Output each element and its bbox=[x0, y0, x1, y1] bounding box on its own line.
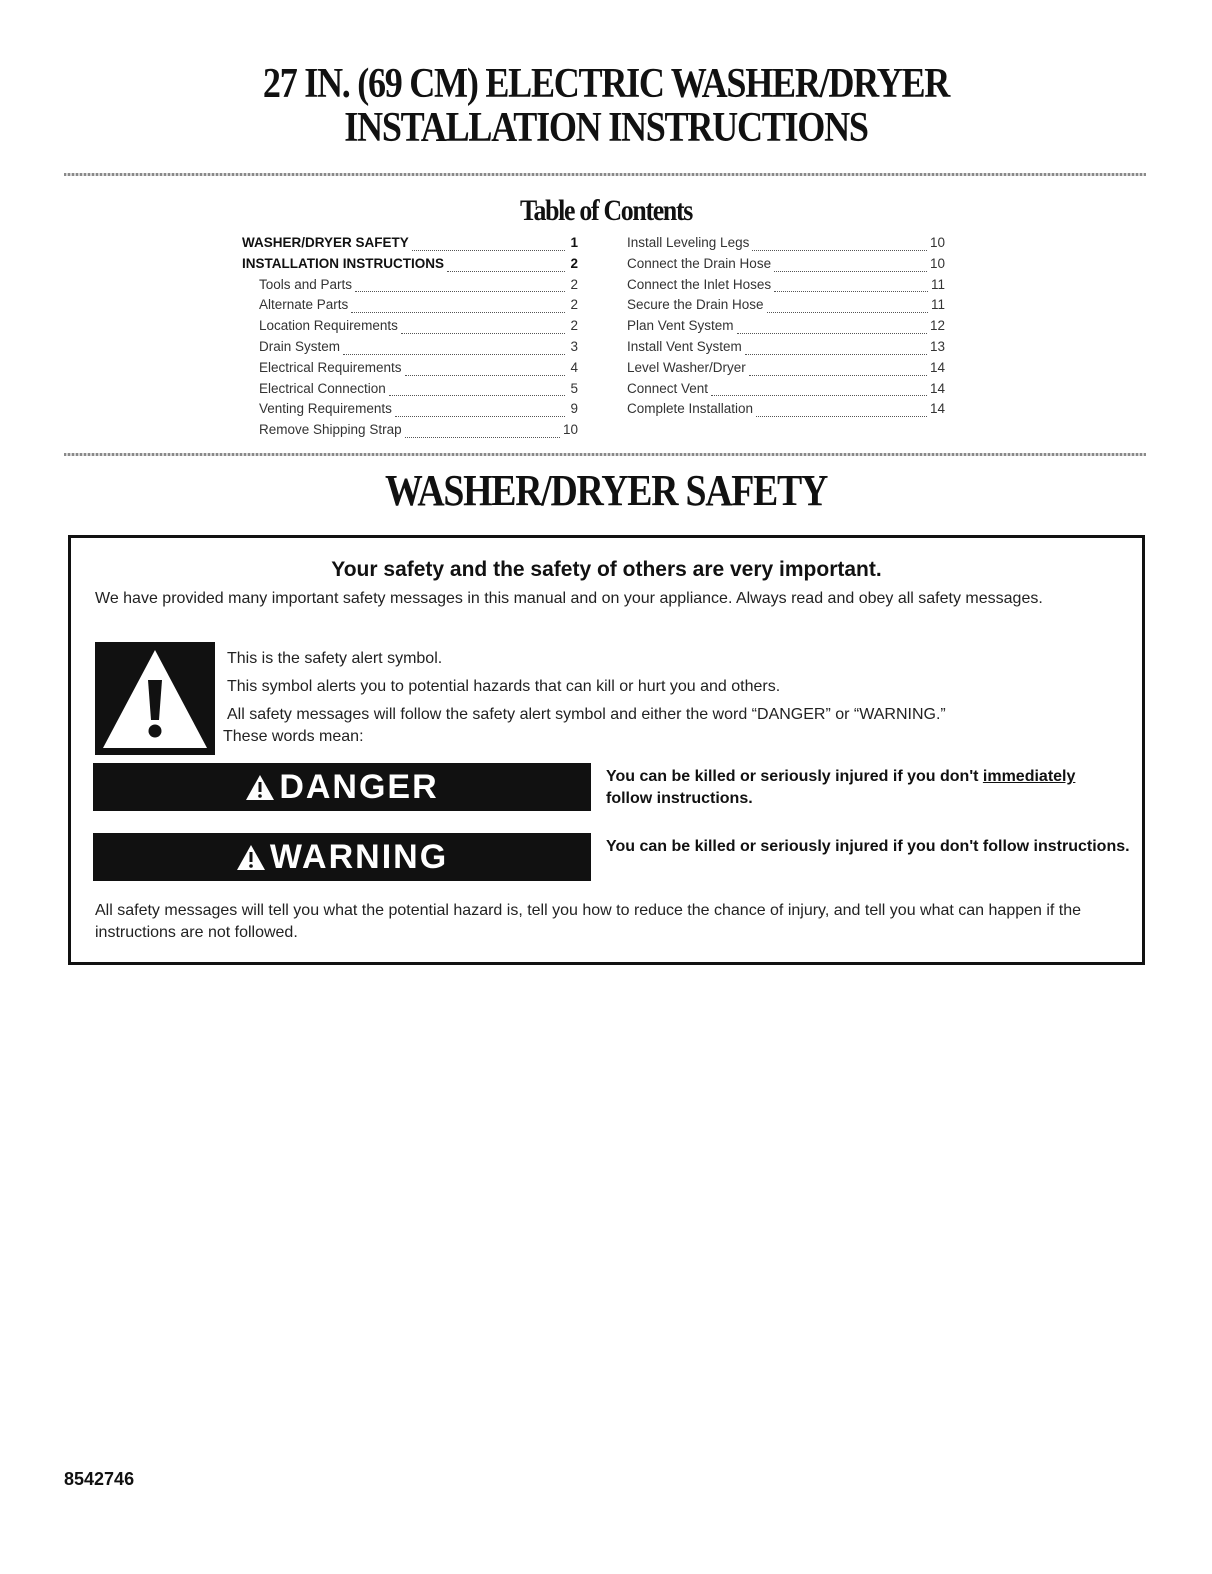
toc-entry-label: Connect Vent bbox=[627, 380, 709, 396]
toc-entry-label: Venting Requirements bbox=[259, 401, 392, 417]
toc-entry-page: 3 bbox=[570, 338, 578, 354]
toc-entry-page: 14 bbox=[929, 401, 945, 417]
alert-line-4: These words mean: bbox=[223, 728, 364, 745]
document-number: 8542746 bbox=[64, 1469, 135, 1489]
toc-leader-dots bbox=[749, 374, 927, 376]
toc-entry-page: 1 bbox=[570, 235, 578, 250]
safety-footer: All safety messages will tell you what the potential hazard is, tell you how to reduce the chance of injury, and tell you what can happen if the instructions are not followed. bbox=[95, 902, 1082, 941]
danger-desc-emphasis: immediately bbox=[982, 768, 1076, 785]
toc-entry bbox=[627, 277, 945, 298]
toc-leader-dots bbox=[343, 353, 565, 355]
toc-entry-label: Install Leveling Legs bbox=[627, 235, 750, 250]
toc-leader-dots bbox=[711, 394, 927, 396]
toc-entry-label: Connect the Inlet Hoses bbox=[627, 276, 772, 292]
toc-entry bbox=[242, 318, 578, 339]
safety-heading: Your safety and the safety of others are very important. bbox=[331, 558, 882, 581]
toc-entry-page: 9 bbox=[570, 401, 578, 417]
toc-entry bbox=[627, 318, 945, 339]
toc-leader-dots bbox=[395, 415, 565, 417]
toc-entry bbox=[627, 235, 945, 256]
danger-alert-icon bbox=[245, 774, 275, 801]
toc-right-column bbox=[627, 235, 945, 422]
alert-line-3: All safety messages will follow the safety alert symbol and either the word “DANGER” or “WARNING.” bbox=[227, 706, 946, 723]
toc-entry bbox=[242, 360, 578, 381]
toc-entry-label: Level Washer/Dryer bbox=[627, 359, 746, 375]
safety-notice-box bbox=[68, 535, 1145, 965]
toc-leader-dots bbox=[756, 415, 927, 417]
toc-leader-dots bbox=[774, 270, 927, 272]
safety-alert-symbol-icon bbox=[95, 642, 215, 755]
toc-entry-label: Plan Vent System bbox=[627, 318, 734, 334]
danger-desc-start: You can be killed or seriously injured if you don't bbox=[606, 768, 983, 785]
danger-word: DANGER bbox=[279, 767, 439, 806]
toc-entry-page: 14 bbox=[929, 380, 945, 396]
toc-entry bbox=[242, 297, 578, 318]
toc-leader-dots bbox=[401, 332, 565, 334]
toc-entry bbox=[242, 422, 578, 443]
toc-entry bbox=[627, 360, 945, 381]
warning-description: You can be killed or seriously injured if you don't follow instructions. bbox=[606, 838, 1130, 855]
toc-entry bbox=[627, 297, 945, 318]
toc-leader-dots bbox=[752, 249, 927, 251]
danger-signal-panel bbox=[93, 763, 591, 811]
toc-entry-page: 11 bbox=[930, 276, 945, 292]
toc-left-column bbox=[242, 235, 578, 443]
toc-entry-page: 2 bbox=[570, 255, 578, 271]
toc-entry-label: Secure the Drain Hose bbox=[627, 297, 764, 313]
document-title bbox=[85, 62, 1127, 150]
toc-entry-label: Connect the Drain Hose bbox=[627, 255, 772, 271]
danger-description bbox=[606, 766, 1136, 810]
toc-leader-dots bbox=[405, 374, 565, 376]
toc-entry bbox=[242, 381, 578, 402]
toc-entry-label: Tools and Parts bbox=[259, 276, 353, 292]
toc-entry bbox=[242, 401, 578, 422]
toc-entry-page: 2 bbox=[570, 297, 578, 313]
toc-leader-dots bbox=[351, 311, 565, 313]
toc-entry bbox=[627, 381, 945, 402]
toc-leader-dots bbox=[405, 436, 560, 438]
toc-leader-dots bbox=[745, 353, 927, 355]
toc-entry-label: Location Requirements bbox=[259, 318, 398, 334]
toc-entry-page: 14 bbox=[929, 359, 945, 375]
toc-entry-page: 11 bbox=[930, 297, 945, 313]
toc-entry-page: 2 bbox=[570, 318, 578, 334]
warning-word: WARNING bbox=[269, 837, 449, 876]
safety-intro: We have provided many important safety messages in this manual and on your appliance. Always read and obey all safety messages. bbox=[95, 590, 1043, 607]
toc-entry-label: INSTALLATION INSTRUCTIONS bbox=[242, 255, 444, 271]
toc-leader-dots bbox=[355, 290, 565, 292]
toc-entry bbox=[627, 401, 945, 422]
toc-entry-page: 5 bbox=[570, 380, 578, 396]
toc-entry-page: 10 bbox=[929, 255, 945, 271]
danger-desc-end: follow instructions. bbox=[606, 790, 753, 807]
toc-entry-page: 13 bbox=[929, 338, 945, 354]
toc-entry-page: 10 bbox=[929, 235, 945, 250]
toc-entry-page: 10 bbox=[562, 422, 578, 438]
divider-top bbox=[64, 173, 1146, 176]
alert-line-1: This is the safety alert symbol. bbox=[227, 650, 443, 667]
toc-title: Table of Contents bbox=[519, 194, 693, 227]
warning-signal-panel bbox=[93, 833, 591, 881]
toc-entry bbox=[242, 256, 578, 277]
toc-entry bbox=[627, 256, 945, 277]
toc-entry-page: 2 bbox=[570, 276, 578, 292]
toc-leader-dots bbox=[412, 249, 565, 251]
toc-entry bbox=[242, 277, 578, 298]
alert-line-2: This symbol alerts you to potential hazards that can kill or hurt you and others. bbox=[227, 678, 781, 695]
toc-entry-page: 12 bbox=[929, 318, 945, 334]
toc-entry-label: Install Vent System bbox=[627, 338, 742, 354]
toc-entry-page: 4 bbox=[570, 359, 578, 375]
toc-entry bbox=[627, 339, 945, 360]
toc-leader-dots bbox=[389, 394, 565, 396]
toc-entry bbox=[242, 339, 578, 360]
warning-alert-icon bbox=[236, 844, 266, 871]
toc-entry-label: Drain System bbox=[259, 338, 341, 354]
toc-entry-label: Electrical Connection bbox=[259, 380, 386, 396]
divider-middle bbox=[64, 453, 1146, 456]
toc-entry-label: Complete Installation bbox=[627, 401, 754, 417]
section-title: WASHER/DRYER SAFETY bbox=[385, 466, 827, 515]
toc-entry-label: Remove Shipping Strap bbox=[259, 422, 402, 438]
toc-entry-label: Electrical Requirements bbox=[259, 359, 402, 375]
toc-entry-label: WASHER/DRYER SAFETY bbox=[242, 235, 409, 250]
toc-entry bbox=[242, 235, 578, 256]
toc-leader-dots bbox=[767, 311, 928, 313]
title-line-1: 27 IN. (69 CM) ELECTRIC WASHER/DRYER bbox=[262, 61, 950, 107]
toc-leader-dots bbox=[774, 290, 928, 292]
toc-leader-dots bbox=[737, 332, 927, 334]
toc-entry-label: Alternate Parts bbox=[259, 297, 349, 313]
toc-leader-dots bbox=[447, 270, 565, 272]
alert-symbol-explanation bbox=[223, 648, 1107, 748]
title-line-2: INSTALLATION INSTRUCTIONS bbox=[344, 105, 868, 151]
